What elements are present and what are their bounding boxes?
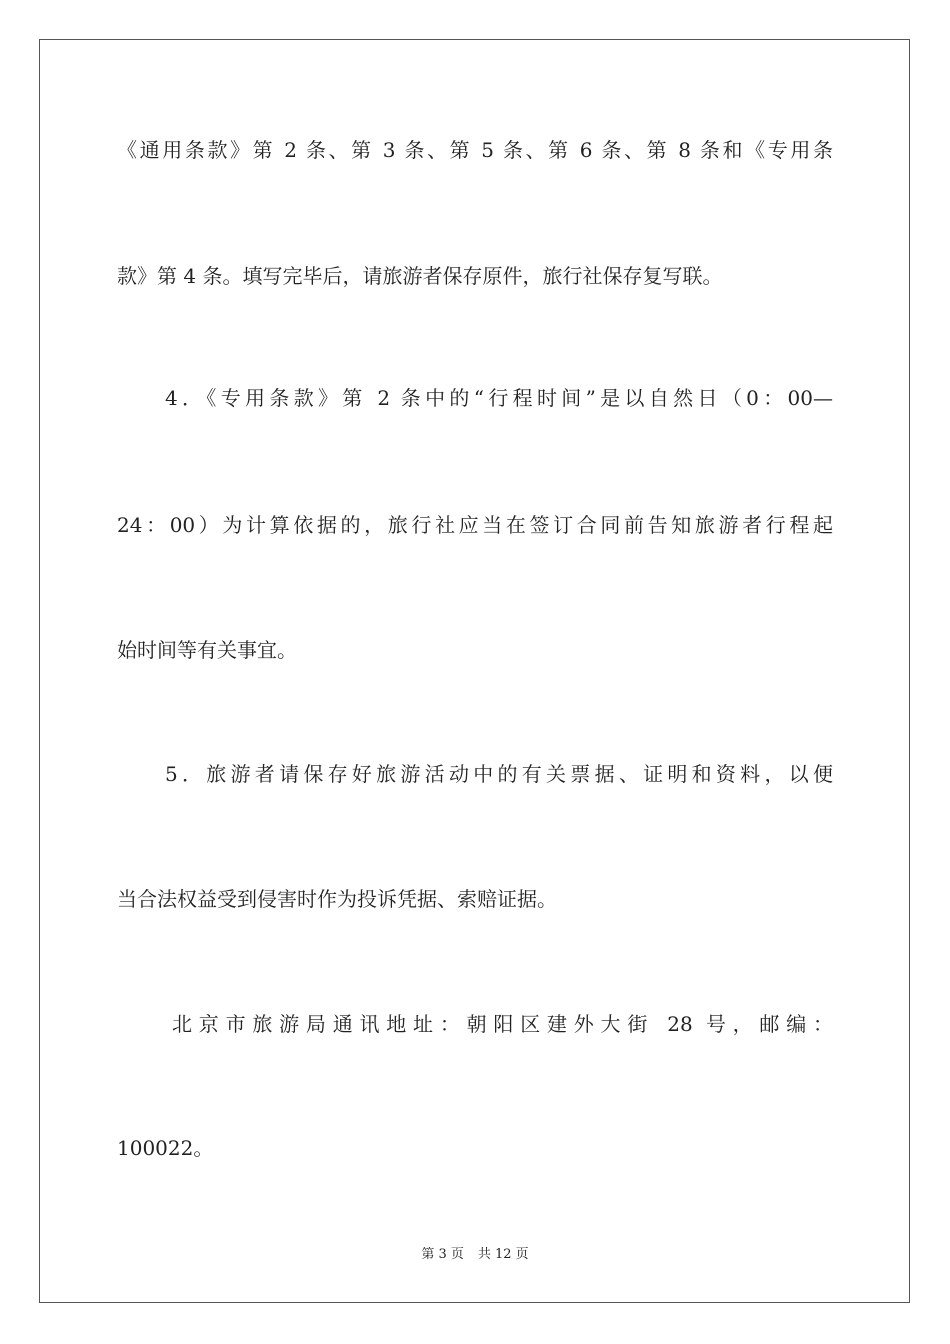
paragraph-line-3: 4．《专用条款》第 2 条中的“行程时间”是以自然日（0：00— xyxy=(165,386,833,410)
page-number: 第 3 页 xyxy=(421,1247,464,1262)
paragraph-line-2: 款》第 4 条。填写完毕后，请旅游者保存原件，旅行社保存复写联。 xyxy=(117,264,723,288)
paragraph-line-6: 5．旅游者请保存好旅游活动中的有关票据、证明和资料，以便 xyxy=(165,762,833,786)
paragraph-line-9: 100022。 xyxy=(117,1136,214,1160)
paragraph-line-8: 北京市旅游局通讯地址：朝阳区建外大街 28 号，邮编： xyxy=(172,1012,833,1036)
page-footer xyxy=(0,1246,950,1264)
page-border xyxy=(39,39,910,1303)
page-total: 共 12 页 xyxy=(477,1247,529,1262)
paragraph-line-5: 始时间等有关事宜。 xyxy=(117,638,297,662)
paragraph-line-7: 当合法权益受到侵害时作为投诉凭据、索赔证据。 xyxy=(117,887,557,911)
paragraph-line-4: 24：00）为计算依据的，旅行社应当在签订合同前告知旅游者行程起 xyxy=(117,513,833,537)
paragraph-line-1: 《通用条款》第 2 条、第 3 条、第 5 条、第 6 条、第 8 条和《专用条 xyxy=(117,138,833,162)
